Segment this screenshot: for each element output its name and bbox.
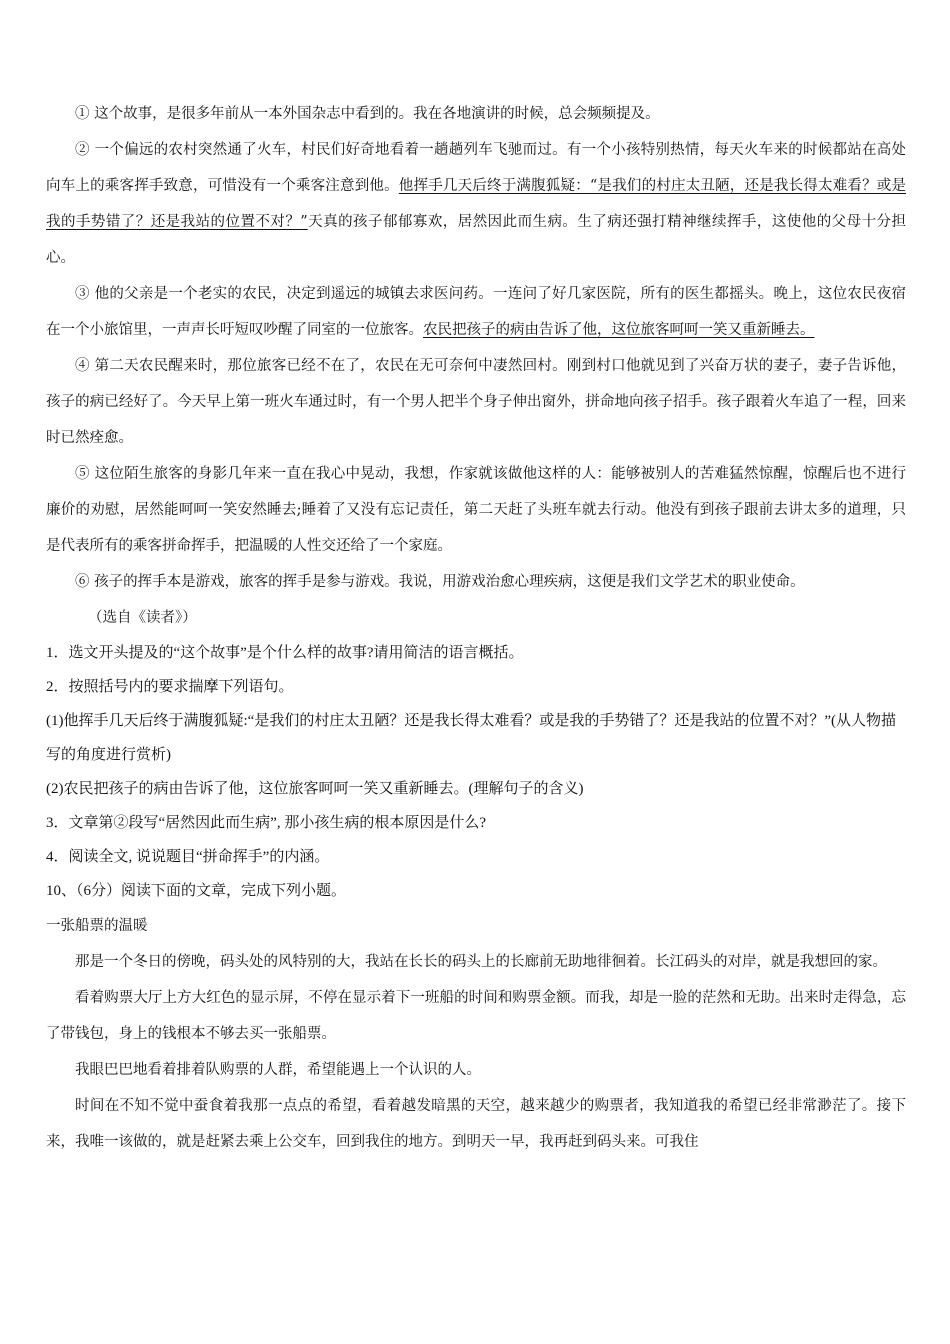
passage1-paragraph-3-underlined: 农民把孩子的病由告诉了他，这位旅客呵呵一笑又重新睡去。 bbox=[423, 322, 815, 338]
passage1-paragraph-2-text-a: ② 一个偏远的农村突然通了火车，村民们好奇地看着一趟趟列车飞驰而过。有一个小孩特别热情，每天火车来的时候都站在高处向车上的乘客挥手致意，可惜没有一个乘客注意到他。 bbox=[46, 142, 906, 194]
question-2: 2．按照括号内的要求揣摩下列语句。 bbox=[46, 679, 294, 695]
passage1-paragraph-1: ① 这个故事，是很多年前从一本外国杂志中看到的。我在各地演讲的时候，总会频频提及。 bbox=[75, 106, 660, 122]
passage2-paragraph-3: 我眼巴巴地看着排着队购票的人群，希望能遇上一个认识的人。 bbox=[75, 1062, 481, 1078]
passage1-paragraph-2 bbox=[46, 132, 906, 276]
question-2-sub-2: (2)农民把孩子的病由告诉了他，这位旅客呵呵一笑又重新睡去。(理解句子的含义) bbox=[46, 781, 584, 797]
passage2-paragraph-4: 时间在不知不觉中蚕食着我那一点点的希望，看着越发暗黑的天空，越来越少的购票者，我知道我的希望已经非常渺茫了。接下来，我唯一该做的，就是赶紧去乘上公交车，回到我住的地方。到明天一早，我再赶到码头来。可我住 bbox=[46, 1098, 906, 1150]
passage1-paragraph-5: ⑤ 这位陌生旅客的身影几年来一直在我心中晃动，我想，作家就该做他这样的人：能够被别人的苦难猛然惊醒，惊醒后也不进行廉价的劝慰，居然能呵呵一笑安然睡去;睡着了又没有忘记责任，第二天赶了头班车就去行动。他没有到孩子跟前去讲太多的道理，只是代表所有的乘客拼命挥手，把温暖的人性交还给了一个家庭。 bbox=[46, 466, 906, 554]
passage2-intro: 10、（6分）阅读下面的文章，完成下列小题。 bbox=[46, 883, 347, 899]
question-3: 3．文章第②段写“居然因此而生病”, 那小孩生病的根本原因是什么? bbox=[46, 815, 486, 831]
passage1-paragraph-3-text: ③ 他的父亲是一个老实的农民，决定到遥远的城镇去求医问药。一连问了好几家医院，所有的医生都摇头。晚上，这位农民夜宿在一个小旅馆里，一声声长吁短叹吵醒了同室的一位旅客。 bbox=[46, 286, 906, 338]
passage2-paragraph-1: 那是一个冬日的傍晚，码头处的风特别的大，我站在长长的码头上的长廊前无助地徘徊着。长江码头的对岸，就是我想回的家。 bbox=[75, 954, 887, 970]
passage1-paragraph-4: ④ 第二天农民醒来时，那位旅客已经不在了，农民在无可奈何中凄然回村。刚到村口他就见到了兴奋万状的妻子，妻子告诉他，孩子的病已经好了。今天早上第一班火车通过时，有一个男人把半个身子伸出窗外，拼命地向孩子招手。孩子跟着火车追了一程，回来时已然痊愈。 bbox=[46, 358, 906, 446]
passage1-paragraph-3 bbox=[46, 276, 906, 348]
passage1-paragraph-2-text-b: 天真的孩子郁郁寡欢，居然因此而生病。生了病还强打精神继续挥手，这使他的父母十分担心。 bbox=[46, 214, 906, 266]
question-1: 1．选文开头提及的“这个故事”是个什么样的故事?请用简洁的语言概括。 bbox=[46, 645, 524, 661]
passage1-paragraph-2-underlined: 他挥手几天后终于满腹狐疑：“是我们的村庄太丑陋，还是我长得太难看？或是我的手势错了？还是我站的位置不对？” bbox=[46, 178, 906, 230]
document-page bbox=[46, 96, 906, 1160]
question-4: 4．阅读全文, 说说题目“拼命挥手”的内涵。 bbox=[46, 849, 330, 865]
passage1-paragraph-6: ⑥ 孩子的挥手本是游戏，旅客的挥手是参与游戏。我说，用游戏治愈心理疾病，这便是我们文学艺术的职业使命。 bbox=[75, 574, 805, 590]
passage1-source: （选自《读者》） bbox=[88, 610, 197, 626]
question-2-sub-1: (1)他挥手几天后终于满腹狐疑:“是我们的村庄太丑陋？还是我长得太难看？或是我的手势错了？还是我站的位置不对？”(从人物描写的角度进行赏析) bbox=[46, 713, 896, 763]
passage2-paragraph-2: 看着购票大厅上方大红色的显示屏，不停在显示着下一班船的时间和购票金额。而我，却是一脸的茫然和无助。出来时走得急，忘了带钱包，身上的钱根本不够去买一张船票。 bbox=[46, 990, 906, 1042]
passage2-title: 一张船票的温暖 bbox=[46, 918, 148, 934]
